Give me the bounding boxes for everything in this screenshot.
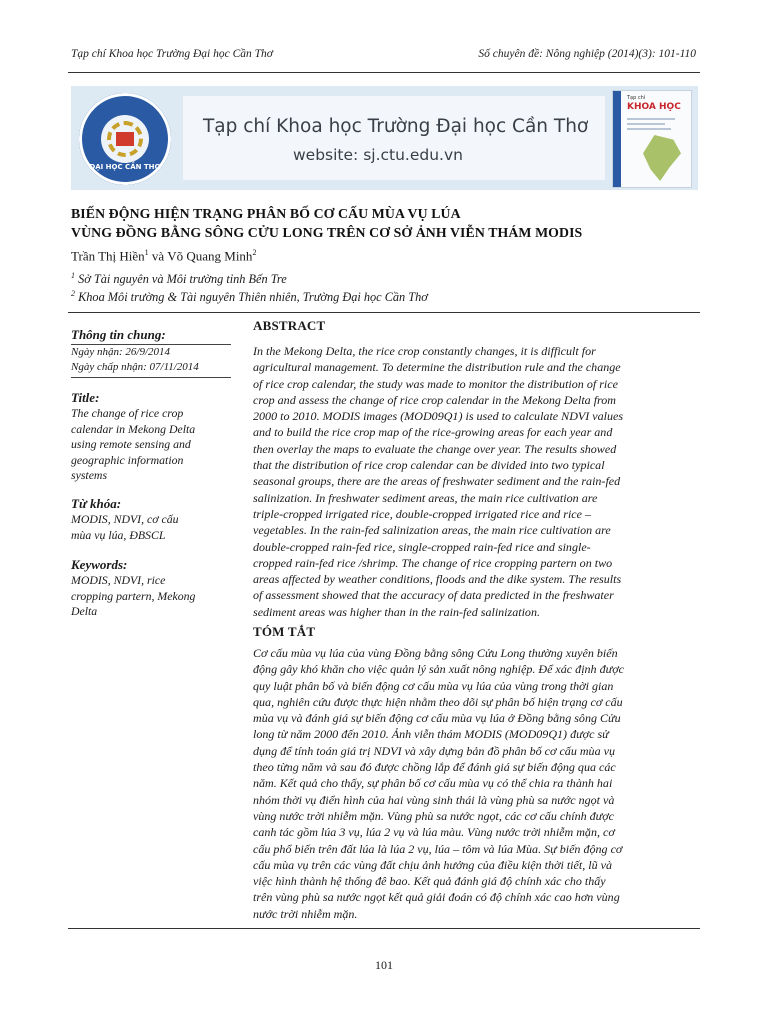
- article-title-line-1: BIẾN ĐỘNG HIỆN TRẠNG PHÂN BỐ CƠ CẤU MÙA VỤ LÚA: [71, 206, 461, 221]
- article-title-line-2: VÙNG ĐỒNG BẰNG SÔNG CỬU LONG TRÊN CƠ SỞ ẢNH VIỄN THÁM MODIS: [71, 225, 583, 240]
- page-number: 101: [375, 958, 393, 972]
- abstract-line: areas affected by weather conditions, floods and the dike system. The results: [253, 572, 622, 587]
- summary-line: quy luật phân bố và biến động cơ cấu mùa vụ lúa của vùng trong thời gian: [253, 678, 614, 693]
- journal-banner: [71, 86, 698, 190]
- article-info-panel: [71, 327, 231, 620]
- author-2: Võ Quang Minh: [167, 248, 253, 264]
- abstract-line: agricultural management. To determine the distribution rule and the change: [253, 360, 621, 375]
- section-rule: [68, 312, 700, 313]
- summary-line: cấu mùa vụ trên các vùng đất chịu ảnh hưởng của điều kiện thời tiết, lũ và: [253, 857, 613, 872]
- abstract-line: then overlay the maps to evaluate the change over year. The results showed: [253, 441, 617, 456]
- abstract-body: [253, 343, 693, 620]
- banner-text-panel: [183, 96, 605, 180]
- abstract-line: 2000 to 2010. MODIS images (MOD09Q1) is used to calculate NDVI values: [253, 409, 624, 424]
- university-logo-icon: [79, 93, 171, 185]
- title-heading: Title:: [71, 390, 100, 405]
- abstract-section: [253, 318, 693, 620]
- abstract-line: and to build the rice crop map of the rice-growing areas for each year and: [253, 425, 613, 440]
- abstract-line: seasonal groups, there are the areas of freshwater sediment and the rain-fed: [253, 474, 621, 489]
- accepted-date: Ngày chấp nhận: 07/11/2014: [71, 360, 231, 379]
- english-title-line: systems: [71, 468, 108, 483]
- journal-cover-thumbnail: [612, 90, 692, 188]
- vn-keywords-line: mùa vụ lúa, ĐBSCL: [71, 527, 166, 542]
- author-1-sup: 1: [144, 248, 149, 257]
- summary-line: vùng nước trời nhiễm mặn. Vùng phù sa nước ngọt, các cơ cấu chính được: [253, 808, 614, 823]
- abstract-line: In the Mekong Delta, the rice crop constantly changes, it is difficult for: [253, 344, 596, 358]
- english-title-line: using remote sensing and: [71, 437, 191, 452]
- cover-prefix: Tạp chí: [627, 95, 646, 101]
- abstract-line: vegetables. In the rain-fed salinization areas, the main rice cultivation are: [253, 523, 611, 538]
- summary-line: việc hình thành hệ thống đê bao. Kết quả đánh giá độ chính xác cho thấy: [253, 874, 606, 889]
- affiliation-1: $^1$ Sở Tài nguyên và Môi trường tỉnh Bến Tre: [71, 271, 287, 287]
- summary-line: qua, nghiên cứu được thực hiện nhằm theo dõi sự phân bố hiện trạng cơ cấu: [253, 694, 623, 709]
- banner-title: Tạp chí Khoa học Trường Đại học Cần Thơ: [203, 116, 589, 137]
- abstract-line: of assessment showed that the accuracy of data predicted in the freshwater: [253, 588, 614, 603]
- abstract-heading: ABSTRACT: [253, 318, 326, 333]
- abstract-line: of rice crop calendar, the study was made to monitor the distribution of rice: [253, 376, 618, 391]
- summary-section: [253, 624, 693, 922]
- summary-line: long từ năm 2000 đến 2010. Ảnh viễn thám MODIS (MOD09Q1) được sử: [253, 727, 609, 742]
- summary-body: [253, 645, 693, 922]
- keywords-line: MODIS, NDVI, rice: [71, 573, 166, 588]
- logo-text: ĐẠI HỌC CẦN THƠ: [89, 163, 161, 171]
- general-info-heading: Thông tin chung:: [71, 327, 231, 345]
- abstract-line: sediment areas was higher than in the rain-fed salinization.: [253, 604, 540, 619]
- summary-line: nhóm thời vụ điển hình của hai vùng sinh thái là vùng phù sa nước ngọt và: [253, 792, 615, 807]
- affiliation-2: $^2$ Khoa Môi trường & Tài nguyên Thiên nhiên, Trường Đại học Cần Thơ: [71, 289, 428, 305]
- keywords-line: Delta: [71, 604, 98, 619]
- summary-line: trên vùng phù sa nước ngọt kết quả giải đoán có độ chính xác cao hơn vùng: [253, 890, 620, 905]
- vn-keywords-line: MODIS, NDVI, cơ cấu: [71, 511, 179, 526]
- english-title-line: The change of rice crop: [71, 406, 184, 420]
- english-title-line: geographic information: [71, 452, 184, 467]
- banner-website: website: sj.ctu.edu.vn: [293, 146, 463, 164]
- summary-line: mùa vụ và đánh giá sự biến động cơ cấu mùa vụ lúa ở Đồng bằng sông Cửu: [253, 711, 621, 726]
- abstract-line: double-cropped rain-fed rice, single-cropped rain-fed rice and single-: [253, 539, 591, 554]
- cover-title: KHOA HỌC: [627, 102, 681, 112]
- keywords-line: cropping partern, Mekong: [71, 588, 196, 603]
- english-title-line: calendar in Mekong Delta: [71, 421, 196, 436]
- map-icon: [643, 135, 681, 181]
- summary-line: nước trời nhiễm mặn.: [253, 906, 358, 921]
- running-header-journal: Tạp chí Khoa học Trường Đại học Cần Thơ: [71, 48, 273, 60]
- abstract-line: salinization. In freshwater sediment areas, the main rice cultivation are: [253, 490, 598, 505]
- summary-line: cấu phổ biến trên đất lúa là lúa 2 vụ, lúa – tôm và lúa Mùa. Sự biến động cơ: [253, 841, 623, 856]
- footer-rule: [68, 928, 700, 929]
- summary-line: Cơ cấu mùa vụ lúa của vùng Đồng bằng sông Cửu Long thường xuyên biến: [253, 646, 618, 660]
- abstract-line: crop and assess the change of rice crop calendar in the Mekong Delta from: [253, 392, 617, 407]
- summary-line: theo từng năm và sau đó được chồng lắp để đánh giá sự biến động qua các: [253, 760, 616, 775]
- authors: [71, 248, 256, 264]
- received-date: Ngày nhận: 26/9/2014: [71, 346, 170, 358]
- header-rule: [68, 72, 700, 73]
- summary-line: động gây khó khăn cho việc quản lý sản xuất nông nghiệp. Để xác định được: [253, 662, 624, 677]
- abstract-line: that the distribution of rice crop calendar can be divided into two typical: [253, 458, 605, 473]
- vn-keywords-heading: Từ khóa:: [71, 495, 122, 511]
- summary-line: dụng để tính toán giá trị NDVI và xây dựng bản đồ phân bố cơ cấu mùa vụ: [253, 743, 615, 758]
- summary-heading: TÓM TẮT: [253, 624, 316, 639]
- abstract-line: cropped rain-fed rice /shrimp. The change of rice cropping partern on two: [253, 555, 613, 570]
- author-2-sup: 2: [252, 248, 257, 257]
- author-1: Trần Thị Hiền: [71, 248, 145, 264]
- running-header-issue: Số chuyên đề: Nông nghiệp (2014)(3): 101-110: [478, 48, 696, 60]
- author-separator: và: [148, 248, 168, 264]
- abstract-line: triple-cropped irrigated rice, double-cropped irrigated rice and rice –: [253, 506, 592, 521]
- summary-line: năm. Kết quả cho thấy, sự phân bố cơ cấu mùa vụ có thể chia ra thành hai: [253, 776, 613, 791]
- summary-line: canh tác gồm lúa 3 vụ, lúa 2 vụ và lúa màu. Vùng nước trời nhiễm mặn, cơ: [253, 825, 615, 840]
- keywords-heading: Keywords:: [71, 557, 128, 573]
